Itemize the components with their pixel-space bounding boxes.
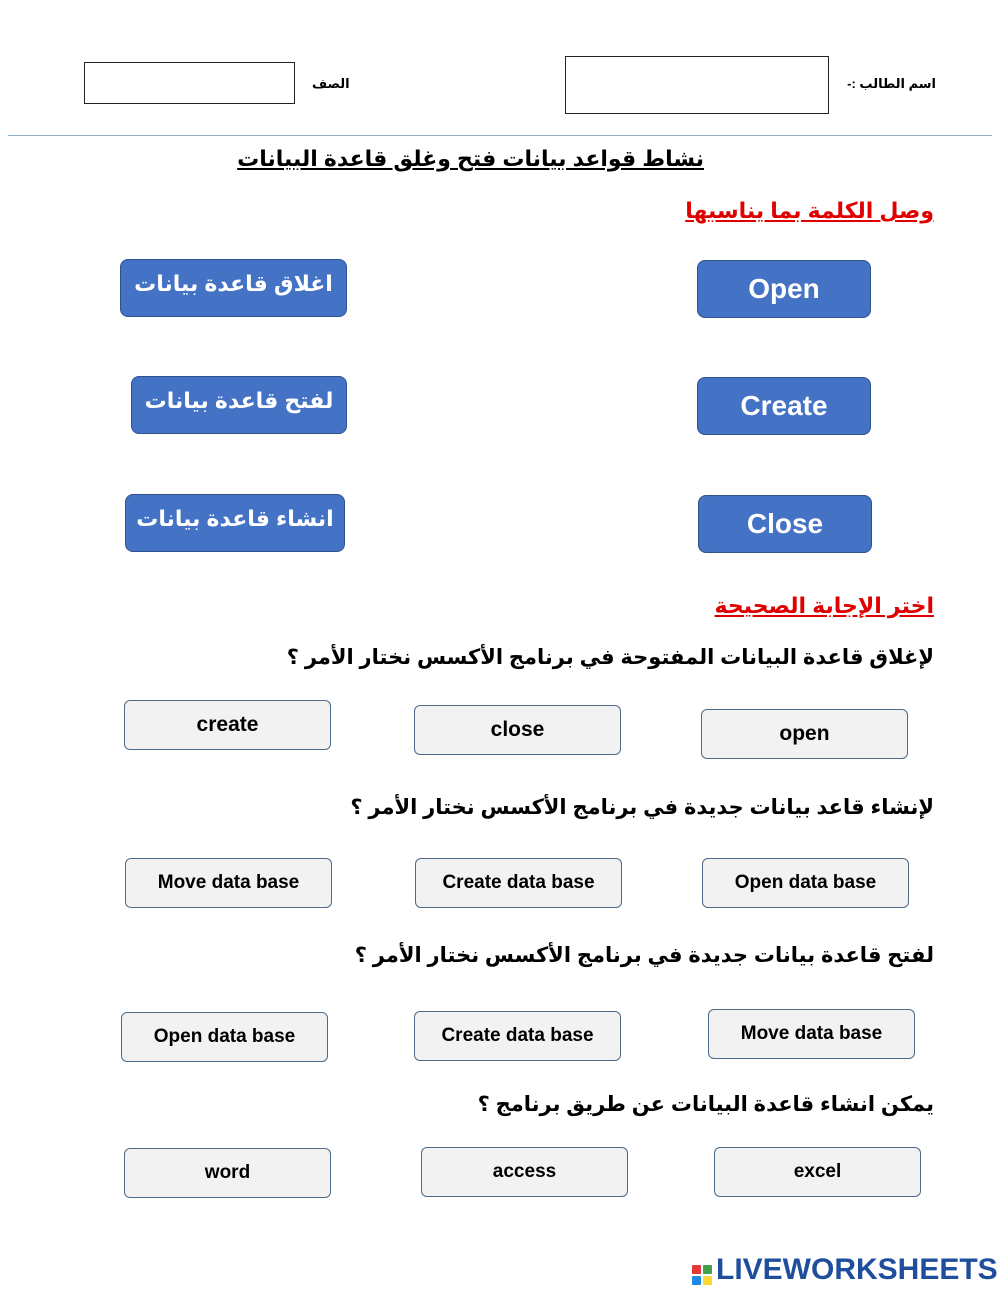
header-divider [8, 135, 992, 136]
q3-option-create[interactable]: Create data base [414, 1011, 621, 1061]
question-1: لإغلاق قاعدة البيانات المفتوحة في برنامج الأكسس نختار الأمر ؟ [286, 646, 934, 669]
match-left-close-db[interactable]: اغلاق قاعدة بيانات [120, 259, 347, 317]
student-name-field[interactable] [565, 56, 829, 114]
q1-option-open[interactable]: open [701, 709, 908, 759]
q2-option-create[interactable]: Create data base [415, 858, 622, 908]
q1-option-create[interactable]: create [124, 700, 331, 750]
matching-heading: وصل الكلمة بما يناسبها [685, 198, 934, 223]
q4-option-excel[interactable]: excel [714, 1147, 921, 1197]
class-field[interactable] [84, 62, 295, 104]
question-3: لفتح قاعدة بيانات جديدة في برنامج الأكسس نختار الأمر ؟ [354, 944, 934, 967]
liveworksheets-logo [692, 1253, 998, 1287]
match-right-create[interactable]: Create [697, 377, 871, 435]
q4-option-word[interactable]: word [124, 1148, 331, 1198]
choice-heading: اختر الإجابة الصحيحة [714, 593, 934, 618]
match-left-create-db[interactable]: انشاء قاعدة بيانات [125, 494, 345, 552]
logo-grid-icon [692, 1265, 712, 1285]
question-4: يمكن انشاء قاعدة البيانات عن طريق برنامج ؟ [477, 1093, 934, 1116]
class-label: الصف [312, 76, 350, 91]
match-right-close[interactable]: Close [698, 495, 872, 553]
page-title: نشاط قواعد بيانات فتح وغلق قاعدة البيانات [237, 146, 704, 171]
logo-text: LIVEWORKSHEETS [716, 1253, 998, 1286]
match-right-open[interactable]: Open [697, 260, 871, 318]
q1-option-close[interactable]: close [414, 705, 621, 755]
student-name-label: اسم الطالب :- [847, 76, 936, 91]
q3-option-open[interactable]: Open data base [121, 1012, 328, 1062]
match-left-open-db[interactable]: لفتح قاعدة بيانات [131, 376, 347, 434]
q2-option-move[interactable]: Move data base [125, 858, 332, 908]
q3-option-move[interactable]: Move data base [708, 1009, 915, 1059]
q2-option-open[interactable]: Open data base [702, 858, 909, 908]
question-2: لإنشاء قاعد بيانات جديدة في برنامج الأكسس نختار الأمر ؟ [350, 796, 934, 819]
q4-option-access[interactable]: access [421, 1147, 628, 1197]
